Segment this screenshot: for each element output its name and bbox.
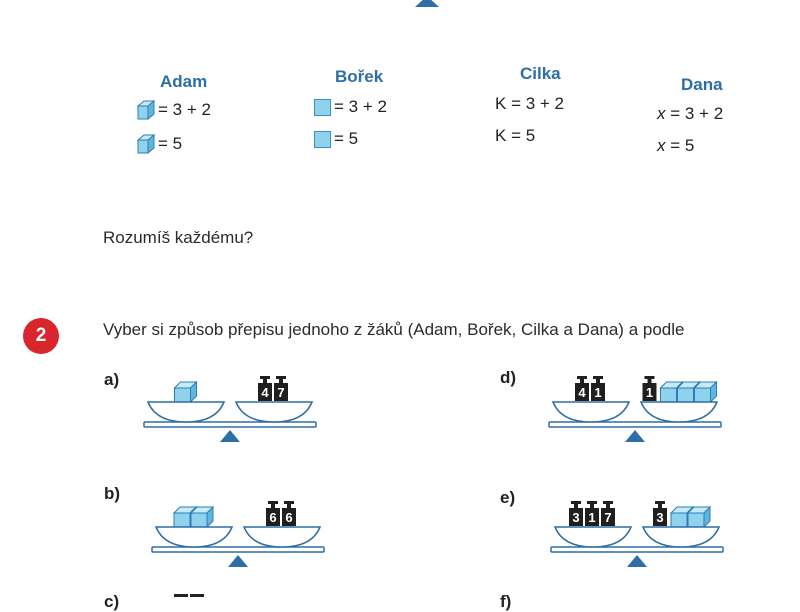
equation-rhs: = 3 + 2 <box>158 100 211 119</box>
weight-label: 1 <box>594 385 602 400</box>
scale-pivot <box>625 430 645 442</box>
weight-label: 7 <box>277 385 285 400</box>
balance-scale-a <box>140 350 320 445</box>
part-label-e: e) <box>500 488 516 507</box>
equation-rhs: = 5 <box>665 136 695 155</box>
equation-rhs: = 3 + 2 <box>506 94 565 113</box>
equation-line <box>495 126 535 146</box>
equation-line <box>136 134 182 154</box>
scale-beam <box>551 547 723 552</box>
balance-scale-d <box>545 350 725 445</box>
square-icon <box>314 99 331 116</box>
weight-label: 6 <box>269 510 277 525</box>
equation-line <box>495 94 564 114</box>
cube-icon <box>175 382 197 402</box>
student-name: Adam <box>160 72 208 91</box>
equation-variable: x <box>657 136 666 155</box>
part-label-f: f) <box>500 592 512 611</box>
question-text: Rozumíš každému? <box>103 228 254 247</box>
weight-icon <box>653 501 667 526</box>
scale-pan <box>553 402 629 422</box>
equation-line <box>314 97 387 117</box>
weight-label: 4 <box>578 385 586 400</box>
scale-pivot <box>228 555 248 567</box>
task-number-badge: 2 <box>23 318 59 354</box>
equation-line <box>136 100 211 120</box>
weight-icon <box>569 501 583 526</box>
part-label-b: b) <box>104 484 121 503</box>
weight-label: 1 <box>645 385 654 400</box>
equation-rhs: = 3 + 2 <box>665 104 724 123</box>
equation-variable: K <box>495 94 507 113</box>
weight-label: 1 <box>588 510 596 525</box>
student-name: Cilka <box>520 64 561 83</box>
student-name: Bořek <box>335 67 384 86</box>
equation-line <box>657 136 694 156</box>
scale-pan <box>641 402 717 422</box>
equation-variable: K <box>495 126 507 145</box>
scale-pan <box>236 402 312 422</box>
equation-line <box>657 104 723 124</box>
student-name: Dana <box>681 75 723 94</box>
weight-icon <box>585 501 599 526</box>
part-label-c: c) <box>104 592 120 611</box>
partial-weights-c <box>172 592 212 602</box>
scale-pan <box>244 527 320 547</box>
balance-scale-b <box>148 475 328 570</box>
square-icon <box>314 131 331 148</box>
weight-icon <box>266 501 280 526</box>
weight-label: 6 <box>285 510 293 525</box>
balance-scale-e <box>547 475 727 570</box>
cube-3d-icon <box>136 100 156 120</box>
cube-icon <box>688 507 710 527</box>
equation-rhs: = 5 <box>158 134 183 153</box>
scale-pan <box>643 527 719 547</box>
weight-icon <box>591 376 605 401</box>
scale-pan <box>148 402 224 422</box>
weight-icon <box>258 376 272 401</box>
equation-rhs: = 5 <box>506 126 536 145</box>
part-label-a: a) <box>104 370 120 389</box>
scale-beam <box>549 422 721 427</box>
equation-rhs: = 5 <box>334 129 359 148</box>
equation-line <box>314 129 358 149</box>
cube-icon <box>695 382 717 402</box>
scale-beam <box>144 422 316 427</box>
weight-label: 3 <box>656 510 664 525</box>
weight-label: 7 <box>604 510 612 525</box>
weight-label: 3 <box>572 510 580 525</box>
weight-icon <box>601 501 615 526</box>
scale-pivot <box>220 430 240 442</box>
weight-label: 4 <box>261 385 269 400</box>
scale-pan <box>555 527 631 547</box>
equation-rhs: = 3 + 2 <box>334 97 387 116</box>
weight-icon <box>643 376 657 401</box>
task-instruction: Vyber si způsob přepisu jednoho z žáků (Adam, Bořek, Cilka a Dana) a podle <box>103 320 685 339</box>
scale-pan <box>156 527 232 547</box>
weight-icon <box>282 501 296 526</box>
scale-pivot <box>627 555 647 567</box>
weight-icon <box>274 376 288 401</box>
top-scale-pivot-icon <box>412 0 442 8</box>
part-label-d: d) <box>500 368 517 387</box>
cube-3d-icon <box>136 134 156 154</box>
equation-variable: x <box>657 104 666 123</box>
weight-icon <box>575 376 589 401</box>
scale-beam <box>152 547 324 552</box>
cube-icon <box>191 507 213 527</box>
